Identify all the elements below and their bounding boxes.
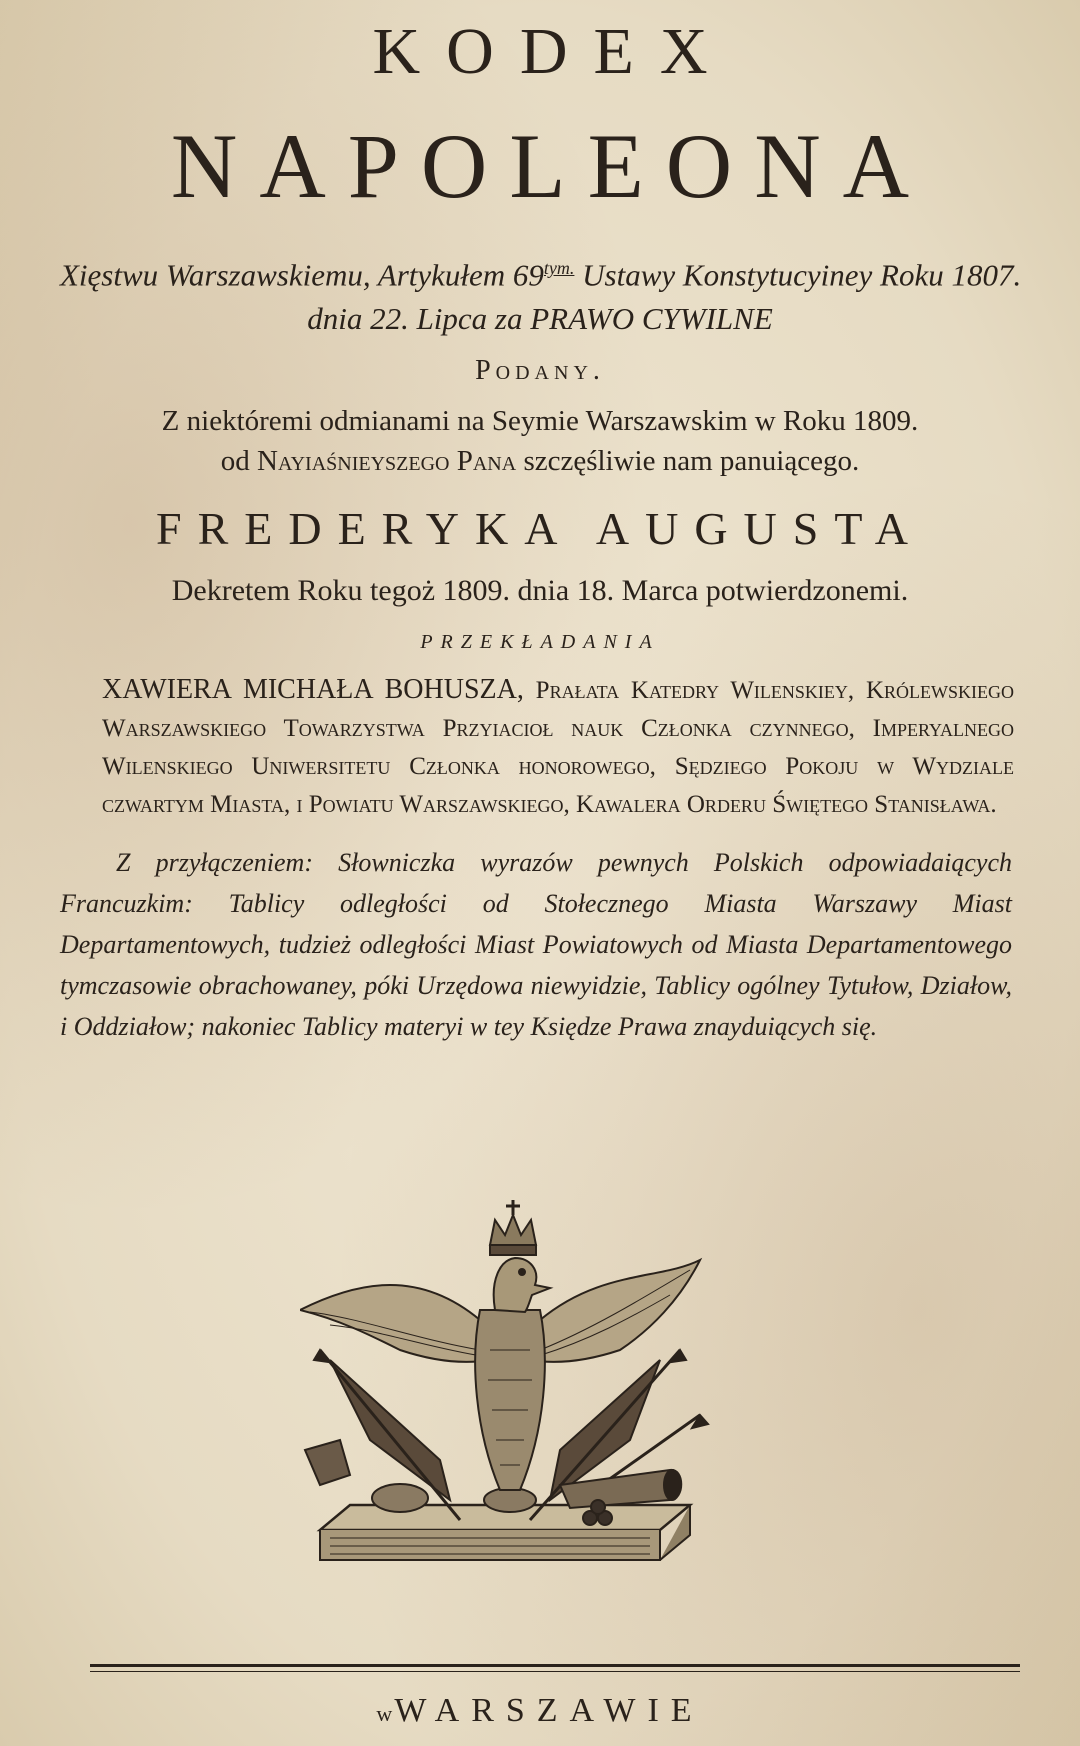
translation-label: PRZEKŁADANIA	[420, 631, 660, 654]
dedication-line-1-a: Xięstwu Warszawskiemu, Artykułem 69	[60, 257, 544, 293]
translator-titles: Prałata Katedry Wilenskiey, Królewskiego Warszawskiego Towarzystwa Przyiacioł nauk Członka czynnego, Imperyalnego Wilenskiego Uniwersitetu Członka honorowego, Sędziego Pokoju w Wydziale czwartym Miasta, i Powiatu Warszawskiego, Kawalera Orderu Świętego Stanisława.	[102, 677, 1014, 819]
decree-line: Dekretem Roku tegoż 1809. dnia 18. Marca potwierdzonemi.	[171, 574, 909, 608]
appendix-paragraph: Z przyłączeniem: Słowniczka wyrazów pewnych Polskich odpowiadaiących Francuzkim: Tablicy odległości od Stołecznego Miasta Warszawy Miast Departamentowych, tudzież odległości Miast Powiatowych od Miasta Departamentowego tymczasowie obrachowaney, póki Urzędowa niewyidzie, Tablicy ogólney Tytułow, Działow, i Oddziałow; nakoniec Tablicy materyi w tey Księdze Prawa znayduiących się.	[60, 848, 1012, 1042]
dedication-line-1-b: Ustawy Konstytucyiney Roku 1807.	[574, 257, 1022, 293]
amendments-line-2-c: szczęśliwie nam panuiącego.	[516, 445, 860, 478]
imprint-city: WARSZAWIE	[394, 1692, 704, 1729]
king-name: FREDERYKA AUGUSTA	[155, 503, 924, 555]
crowned-eagle-emblem-icon	[300, 1200, 780, 1620]
dedication-line-1	[60, 246, 1020, 297]
bottom-rule-thin	[90, 1671, 1020, 1672]
dedication-superscript: tym.	[543, 258, 575, 278]
dedication-line-2: dnia 22. Lipca za PRAWO CYWILNE	[307, 301, 773, 337]
title-napoleona: NAPOLEONA	[170, 115, 932, 217]
translator-name: XAWIERA MICHAŁA BOHUSZA,	[102, 674, 524, 706]
translator-paragraph	[60, 671, 1020, 824]
amendments-line-2	[60, 441, 1020, 481]
title-kodex: KODEX	[372, 15, 734, 88]
emblem-svg	[300, 1200, 780, 1620]
amendments-line-1: Z niektóremi odmianami na Seymie Warszawskim w Roku 1809.	[161, 405, 919, 438]
amendments-king-title: Nayiaśnieyszego Pana	[257, 445, 517, 478]
imprint	[0, 1692, 1080, 1730]
imprint-prefix: w	[376, 1701, 395, 1726]
bottom-rule-thick	[90, 1664, 1020, 1667]
amendments-line-2-a: od	[220, 445, 258, 478]
podany-heading: Podany.	[475, 355, 605, 387]
